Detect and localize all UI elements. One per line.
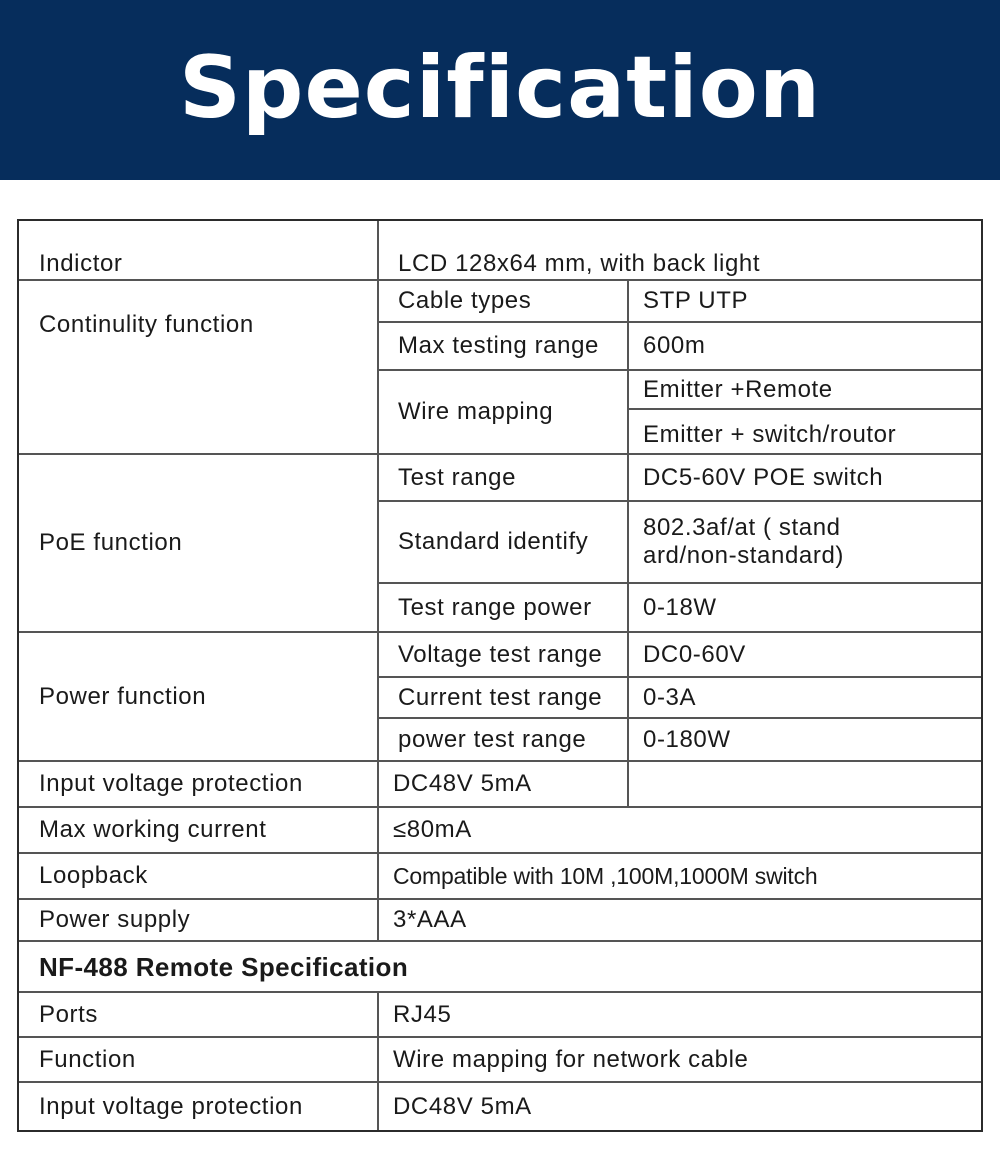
sub-value-standard-identify: 802.3af/at ( stand ard/non-standard)	[643, 514, 844, 569]
remote-value-function: Wire mapping for network cable	[393, 1045, 749, 1073]
row-label-input-protection: Input voltage protection	[39, 770, 303, 797]
sub-name-standard-identify: Standard identify	[398, 528, 589, 555]
sub-value-voltage-range: DC0-60V	[643, 640, 746, 668]
row-value-input-protection: DC48V 5mA	[393, 770, 532, 797]
sub-value-test-range: DC5-60V POE switch	[643, 463, 884, 491]
sub-value-test-range-power: 0-18W	[643, 593, 717, 621]
row-value-max-current: ≤80mA	[393, 816, 472, 843]
remote-value-input-protection: DC48V 5mA	[393, 1092, 532, 1120]
sub-value-power-range: 0-180W	[643, 725, 731, 753]
sub-name-cable-types: Cable types	[398, 287, 532, 314]
remote-section-title: NF-488 Remote Specification	[39, 951, 409, 982]
remote-label-ports: Ports	[39, 1000, 99, 1028]
row-label-power-supply: Power supply	[39, 906, 191, 933]
page-title: Specification	[178, 38, 822, 138]
sub-value-wire-mapping-1: Emitter +Remote	[643, 375, 833, 403]
sub-value-wire-mapping-2: Emitter + switch/routor	[643, 420, 897, 448]
row-label-max-current: Max working current	[39, 816, 267, 843]
sub-name-power-range: power test range	[398, 725, 587, 753]
row-label-power: Power function	[39, 682, 207, 710]
row-label-loopback: Loopback	[39, 862, 148, 889]
sub-name-wire-mapping: Wire mapping	[398, 398, 554, 425]
sub-name-current-range: Current test range	[398, 683, 603, 711]
spec-table	[17, 219, 983, 1132]
row-label-poe: PoE function	[39, 529, 183, 556]
remote-label-function: Function	[39, 1045, 136, 1073]
row-label-indicator: Indictor	[39, 250, 123, 277]
sub-name-max-range: Max testing range	[398, 332, 599, 359]
row-label-continuity: Continulity function	[39, 311, 254, 338]
sub-value-cable-types: STP UTP	[643, 287, 749, 314]
sub-name-test-range-power: Test range power	[398, 593, 592, 621]
row-value-indicator: LCD 128x64 mm, with back light	[398, 250, 761, 277]
row-value-loopback: Compatible with 10M ,100M,1000M switch	[393, 863, 818, 889]
remote-value-ports: RJ45	[393, 1000, 452, 1028]
sub-name-voltage-range: Voltage test range	[398, 640, 603, 668]
sub-value-current-range: 0-3A	[643, 683, 697, 711]
remote-label-input-protection: Input voltage protection	[39, 1092, 303, 1120]
header-banner	[0, 0, 1000, 180]
sub-value-max-range: 600m	[643, 332, 706, 359]
row-value-power-supply: 3*AAA	[393, 906, 467, 933]
sub-name-test-range: Test range	[398, 463, 517, 491]
